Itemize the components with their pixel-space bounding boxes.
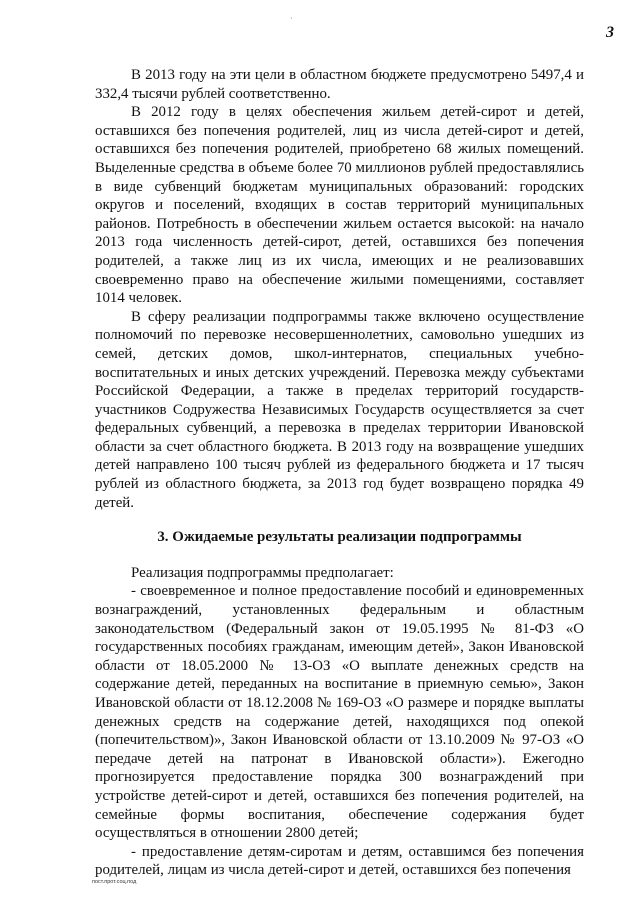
section-heading: 3. Ожидаемые результаты реализации подпрограммы <box>157 529 522 546</box>
list-item-benefits: - своевременное и полное предоставление пособий и единовременных вознаграждений, установленных федеральным и областным законодательством (Федеральный закон от 19.05.1995 № 81-ФЗ «О государственных пособиях гражданам, имеющим детей», Закон Ивановской области от 18.05.2000 № 13-ОЗ «О выплате денежных средств на содержание детей, переданных на воспитание в приемную семью», Закон Ивановской области от 18.12.2008 № 169-ОЗ «О размере и порядке выплаты денежных средств на содержание детей, находящихся под опекой (попечительством)», Закон Ивановской области от 13.10.2009 № 97-ОЗ «О передаче детей на патронат в Ивановской области»). Ежегодно прогнозируется предоставление порядка 300 вознаграждений при устройстве детей-сирот и детей, оставшихся без попечения родителей, на семейные формы воспитания, обеспечение содержания будет осуществляться в отношении 2800 детей; <box>95 583 584 842</box>
document-body <box>95 66 584 880</box>
intro-line: Реализация подпрограммы предполагает: <box>131 564 394 581</box>
page-number: 3 <box>606 24 614 41</box>
scan-artifact: · <box>290 14 293 23</box>
paragraph-housing-2012: В 2012 году в целях обеспечения жильем детей-сирот и детей, оставшихся без попечения родителей, лиц из числа детей-сирот и детей, оставшихся без попечения родителей, приобретено 68 жилых помещений. Выделенные средства в объеме более 70 миллионов рублей предоставлялись в виде субвенций бюджетам муниципальных образований: городских округов и поселений, входящих в состав территорий муниципальных районов. Потребность в обеспечении жильем остается высокой: на начало 2013 года численность детей-сирот, детей, оставшихся без попечения родителей, а также лиц из их числа, имеющих и не реализовавших своевременно право на обеспечение жилыми помещениями, составляет 1014 человек. <box>95 104 584 307</box>
paragraph-budget-2013: В 2013 году на эти цели в областном бюджете предусмотрено 5497,4 и 332,4 тысячи рублей соответственно. <box>95 67 584 102</box>
list-item-housing: - предоставление детям-сиротам и детям, оставшимся без попечения родителей, лицам из числа детей-сирот и детей, оставшихся без попечения <box>95 843 584 879</box>
paragraph-transport: В сферу реализации подпрограммы также включено осуществление полномочий по перевозке несовершеннолетних, самовольно ушедших из семей, детских домов, школ-интернатов, специальных учебно-воспитательных и иных детских учреждений. Перевозка между субъектами Российской Федерации, а также в пределах территорий государств-участников Содружества Независимых Государств осуществляется за счет федеральных субвенций, а перевозка в пределах территории Ивановской области за счет областного бюджета. В 2013 году на возвращение ушедших детей направлено 100 тысяч рублей из федерального бюджета и 17 тысяч рублей из областного бюджета, за 2013 год будет возвращено порядка 49 детей. <box>95 308 584 511</box>
footer-file-mark: пост.прот.соц.под <box>92 879 137 885</box>
